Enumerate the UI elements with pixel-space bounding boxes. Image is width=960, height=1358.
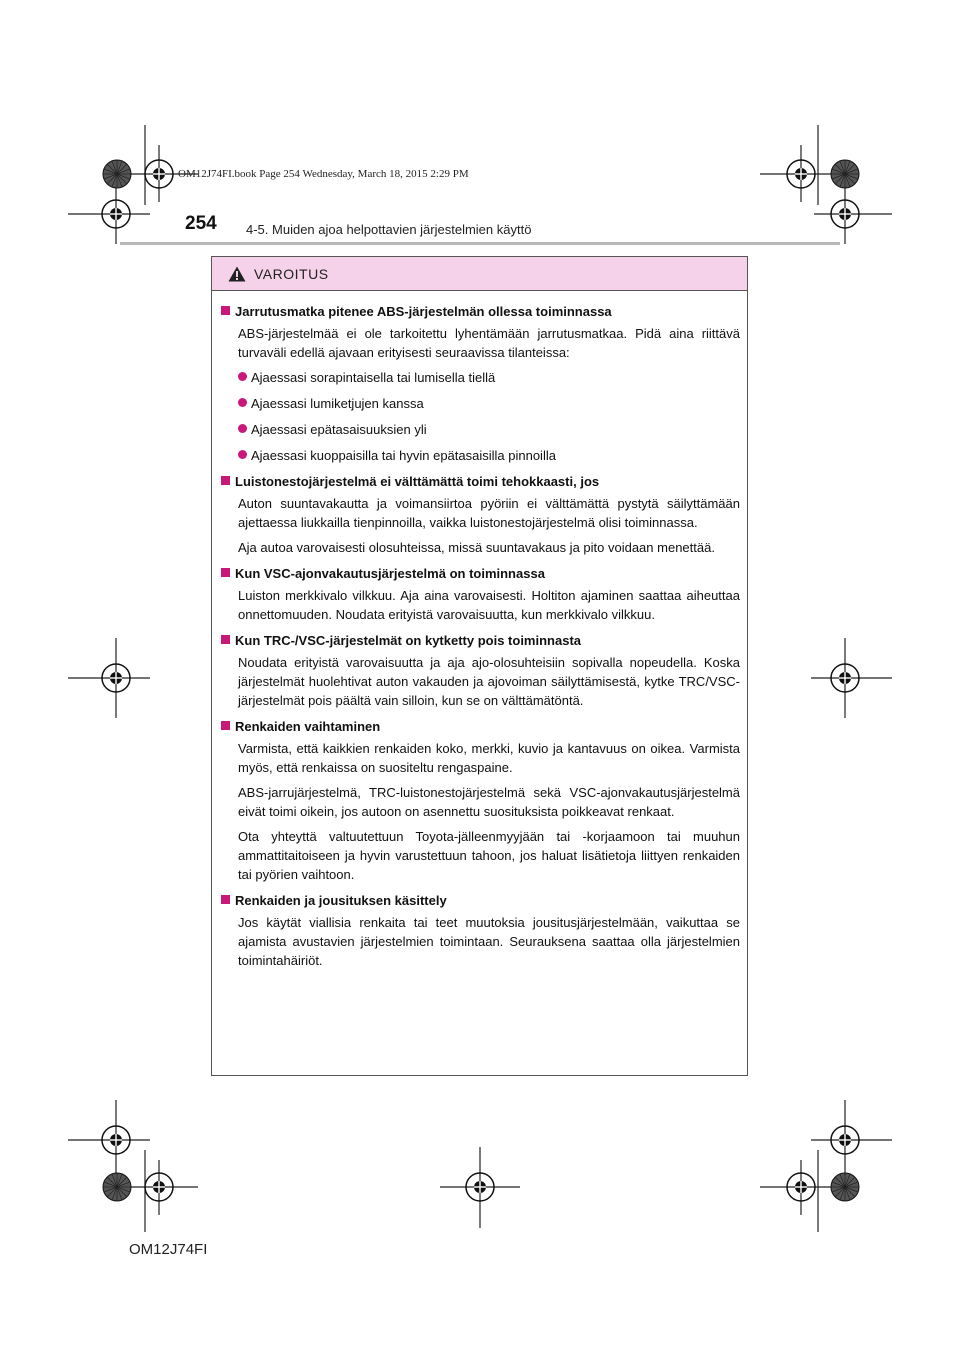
section-heading-text: Renkaiden vaihtaminen — [235, 719, 381, 734]
section-paragraph: ABS-jarrujärjestelmä, TRC-luistonestojärjestelmä sekä VSC-ajonvakautusjärjestelmä eivät toimi oikein, jos autoon on asennettu suosituksista poikkeavat renkaat. — [238, 785, 740, 819]
square-bullet-icon — [221, 306, 230, 315]
section-paragraph: Jos käytät viallisia renkaita tai teet muutoksia jousitusjärjestelmään, vaikuttaa se ajamista avustavien järjestelmien toimintaan. Seurauksena saattaa olla järjestelmien toimintahäiriöt. — [238, 915, 740, 968]
section-heading — [221, 891, 740, 910]
warning-section — [221, 472, 740, 557]
section-heading-text: Kun TRC-/VSC-järjestelmät on kytketty pois toiminnasta — [235, 633, 582, 648]
warning-title: VAROITUS — [254, 265, 329, 282]
warning-triangle-icon — [228, 266, 246, 282]
warning-header — [212, 257, 747, 291]
square-bullet-icon — [221, 476, 230, 485]
section-heading-text: Kun VSC-ajonvakautusjärjestelmä on toiminnassa — [235, 566, 545, 581]
list-item-text: Ajaessasi sorapintaisella tai lumisella tiellä — [251, 370, 496, 385]
section-title: 4-5. Muiden ajoa helpottavien järjestelmien käyttö — [246, 222, 532, 237]
section-paragraph: Noudata erityistä varovaisuutta ja aja ajo-olosuhteisiin sopivalla nopeudella. Koska järjestelmät huolehtivat auton vakauden ja ajovoiman säilyttämisestä, kytke TRC/VSC-järjestelmät pois päältä vain silloin, kun se on välttämätöntä. — [238, 655, 740, 708]
warning-box — [211, 256, 748, 1076]
list-item — [238, 394, 740, 413]
round-bullet-icon — [238, 398, 247, 407]
square-bullet-icon — [221, 635, 230, 644]
section-heading — [221, 631, 740, 650]
list-item-text: Ajaessasi kuoppaisilla tai hyvin epätasaisilla pinnoilla — [251, 448, 556, 463]
section-heading — [221, 717, 740, 736]
section-heading-text: Jarrutusmatka pitenee ABS-järjestelmän ollessa toiminnassa — [235, 304, 612, 319]
round-bullet-icon — [238, 424, 247, 433]
list-item — [238, 420, 740, 439]
square-bullet-icon — [221, 721, 230, 730]
warning-section — [221, 717, 740, 884]
list-item — [238, 446, 740, 465]
list-item-text: Ajaessasi epätasaisuuksien yli — [251, 422, 427, 437]
section-heading-text: Renkaiden ja jousituksen käsittely — [235, 893, 447, 908]
warning-section — [221, 891, 740, 970]
page-number: 254 — [185, 213, 217, 234]
section-paragraph: Aja autoa varovaisesti olosuhteissa, missä suuntavakaus ja pito voidaan menettää. — [238, 540, 715, 555]
round-bullet-icon — [238, 450, 247, 459]
round-bullet-icon — [238, 372, 247, 381]
square-bullet-icon — [221, 568, 230, 577]
section-paragraph: Varmista, että kaikkien renkaiden koko, merkki, kuvio ja kantavuus on oikea. Varmista myös, että renkaissa on suositeltu rengaspaine. — [238, 741, 740, 775]
section-paragraph: Ota yhteyttä valtuutettuun Toyota-jälleenmyyjään tai -korjaamoon tai muuhun ammattitaitoiseen ja hyvin varustettuun tahoon, jos haluat lisätietoja liittyen renkaiden tai pyörien vaihtoon. — [238, 829, 740, 882]
warning-section — [221, 564, 740, 624]
list-item — [238, 368, 740, 387]
section-paragraph: Luiston merkkivalo vilkkuu. Aja aina varovaisesti. Holtiton ajaminen saattaa aiheuttaa onnettomuuden. Noudata erityistä varovaisuutta, kun merkkivalo vilkkuu. — [238, 588, 740, 622]
footer-code: OM12J74FI — [129, 1241, 208, 1258]
warning-body — [212, 291, 747, 970]
section-heading — [221, 302, 740, 321]
section-heading-text: Luistonestojärjestelmä ei välttämättä toimi tehokkaasti, jos — [235, 474, 600, 489]
section-heading — [221, 564, 740, 583]
list-item-text: Ajaessasi lumiketjujen kanssa — [251, 396, 424, 411]
book-info: OM12J74FI.book Page 254 Wednesday, March 18, 2015 2:29 PM — [178, 168, 469, 180]
warning-section — [221, 631, 740, 710]
section-paragraph: ABS-järjestelmää ei ole tarkoitettu lyhentämään jarrutusmatkaa. Pidä aina riittävä turvaväli edellä ajavaan erityisesti seuraavissa tilanteissa: — [238, 326, 740, 360]
square-bullet-icon — [221, 895, 230, 904]
header-rule — [120, 242, 840, 245]
section-paragraph: Auton suuntavakautta ja voimansiirtoa pyöriin ei välttämättä pystytä säilyttämään ajettaessa liukkailla tienpinnoilla, vaikka luistonestojärjestelmä olisi toiminnassa. — [238, 496, 740, 530]
section-heading — [221, 472, 740, 491]
warning-section — [221, 302, 740, 465]
